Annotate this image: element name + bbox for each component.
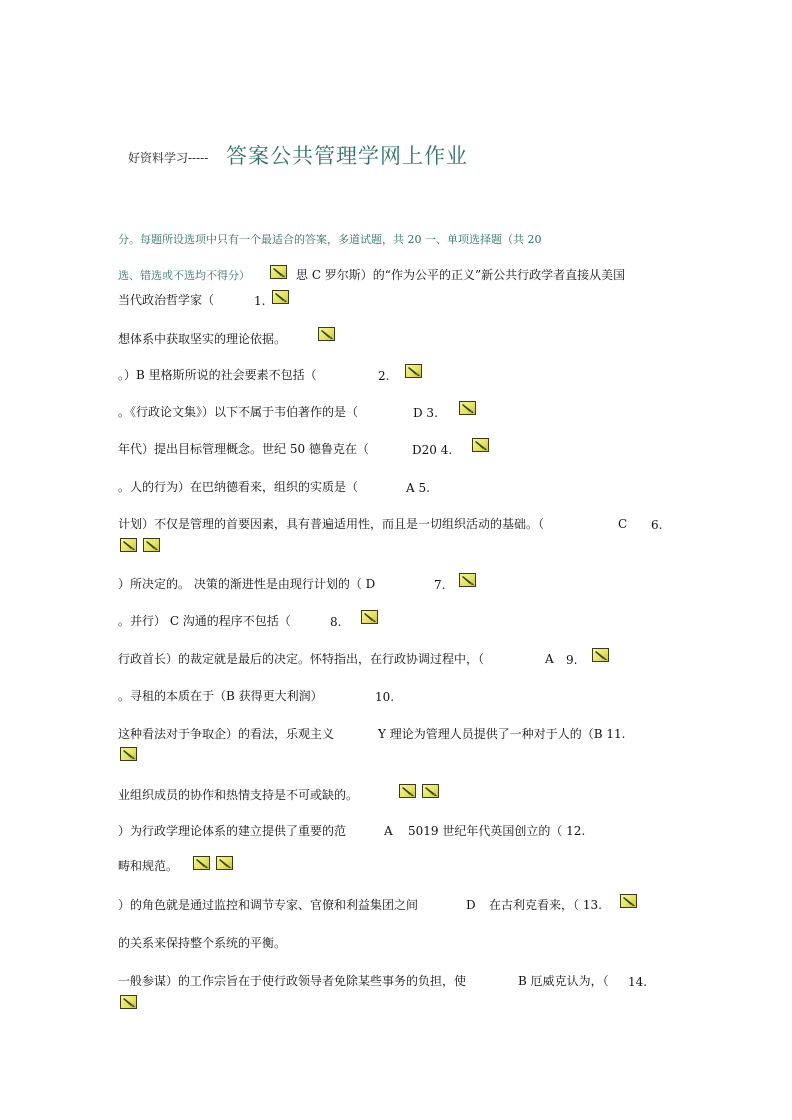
question-1-line-c: 想体系中获取坚实的理论依据。 bbox=[118, 332, 287, 346]
question-3-text: 。《行政论文集》）以下不属于韦伯著作的是（ bbox=[118, 405, 359, 419]
answer-12: A bbox=[384, 824, 393, 838]
pencil-icon[interactable] bbox=[193, 856, 210, 870]
question-10-text: 。寻租的本质在于（B 获得更大利润） bbox=[118, 689, 323, 703]
question-13-line-c: 的关系来保持整个系统的平衡。 bbox=[118, 936, 287, 950]
question-6-text: 计划）不仅是管理的首要因素，具有普遍适用性，而且是一切组织活动的基础。（ bbox=[118, 517, 545, 531]
header-prefix: 好资料学习----- bbox=[128, 151, 209, 165]
question-11-text: 这种看法对于争取企）的看法，乐观主义 bbox=[118, 727, 335, 741]
question-5-text: 。人的行为）在巴纳德看来，组织的实质是（ bbox=[118, 480, 359, 494]
pencil-icon[interactable] bbox=[422, 784, 439, 798]
question-13-text-b: 在古利克看来，（ 13. bbox=[489, 898, 602, 912]
pencil-icon[interactable] bbox=[399, 784, 416, 798]
question-number-10: 10. bbox=[375, 690, 395, 704]
question-number-1: 1. bbox=[254, 294, 266, 308]
question-number-2: 2. bbox=[378, 369, 390, 383]
question-14-text: 一般参谋）的工作宗旨在于使行政领导者免除某些事务的负担，使 bbox=[118, 974, 467, 988]
page-title: 答案公共管理学网上作业 bbox=[226, 144, 468, 168]
pencil-icon[interactable] bbox=[472, 438, 489, 452]
pencil-icon[interactable] bbox=[272, 290, 289, 304]
question-4-text: 年代）提出目标管理概念。世纪 50 德鲁克在（ bbox=[118, 442, 369, 456]
answer-9: A bbox=[545, 652, 554, 666]
pencil-icon[interactable] bbox=[120, 995, 137, 1009]
question-number-9: 9. bbox=[566, 653, 578, 667]
question-number-14: 14. bbox=[628, 975, 648, 989]
pencil-icon[interactable] bbox=[361, 610, 378, 624]
pencil-icon[interactable] bbox=[120, 747, 137, 761]
question-11-text-b: Y 理论为管理人员提供了一种对于人的（B 11. bbox=[378, 727, 626, 741]
answer-13: D bbox=[466, 898, 476, 912]
pencil-icon[interactable] bbox=[592, 648, 609, 662]
question-12-text-b: 5019 世纪年代英国创立的（ 12. bbox=[408, 824, 586, 838]
question-2-text: 。）B 里格斯所说的社会要素不包括（ bbox=[118, 368, 317, 382]
question-number-8: 8. bbox=[330, 615, 342, 629]
question-number-7: 7. bbox=[434, 578, 446, 592]
question-12-line-c: 畴和规范。 bbox=[118, 859, 179, 873]
pencil-icon[interactable] bbox=[270, 265, 287, 279]
question-12-text: ）为行政学理论体系的建立提供了重要的范 bbox=[118, 824, 347, 838]
pencil-icon[interactable] bbox=[120, 538, 137, 552]
question-14-text-b: B 厄威克认为，（ bbox=[518, 974, 609, 988]
answer-6: C bbox=[618, 517, 628, 531]
question-8-text: 。并行） C 沟通的程序不包括（ bbox=[118, 614, 291, 628]
instruction-line: 分。每题所设选项中只有一个最适合的答案，多道试题，共 20 一、单项选择题（共 20 bbox=[118, 233, 542, 246]
pencil-icon[interactable] bbox=[620, 894, 637, 908]
question-1-text: 思 C 罗尔斯）的“作为公平的正义”新公共行政学者直接从美国 bbox=[296, 268, 626, 282]
question-number-5: A 5. bbox=[406, 481, 430, 495]
question-11-line-c: 业组织成员的协作和热情支持是不可或缺的。 bbox=[118, 788, 359, 802]
pencil-icon[interactable] bbox=[405, 364, 422, 378]
question-7-text: ）所决定的。 决策的渐进性是由现行计划的（ D bbox=[118, 577, 376, 591]
question-1-line-b: 当代政治哲学家（ bbox=[118, 293, 215, 307]
pencil-icon[interactable] bbox=[459, 401, 476, 415]
question-number-3: D 3. bbox=[413, 406, 438, 420]
question-9-text: 行政首长）的裁定就是最后的决定。怀特指出，在行政协调过程中，（ bbox=[118, 652, 485, 666]
pencil-icon[interactable] bbox=[459, 573, 476, 587]
question-1-line-a bbox=[118, 267, 250, 284]
question-13-text: ）的角色就是通过监控和调节专家、官僚和利益集团之间 bbox=[118, 898, 419, 912]
pencil-icon[interactable] bbox=[318, 327, 335, 341]
pencil-icon[interactable] bbox=[143, 538, 160, 552]
pencil-icon[interactable] bbox=[216, 856, 233, 870]
question-number-6: 6. bbox=[651, 518, 663, 532]
question-number-4: D20 4. bbox=[412, 443, 453, 457]
instruction-continued: 选、错选或不选均不得分） bbox=[118, 269, 250, 282]
